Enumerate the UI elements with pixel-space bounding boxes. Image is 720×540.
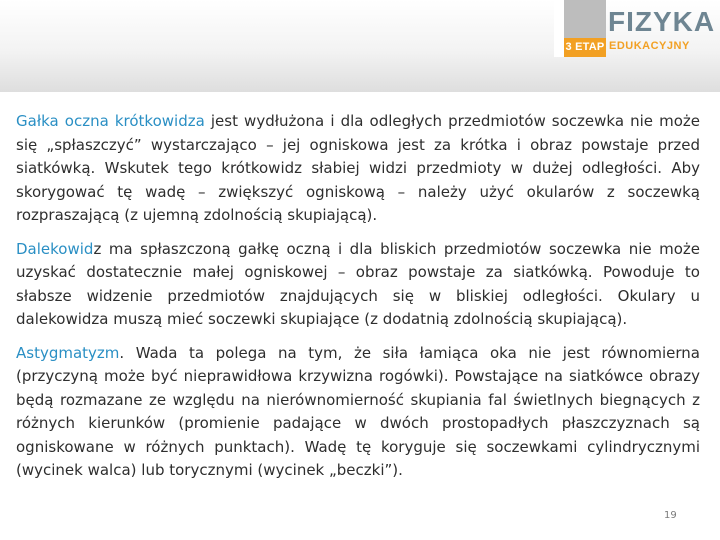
logo-subtitle: EDUKACYJNY: [609, 40, 690, 52]
paragraph-astigmatism: [16, 342, 700, 483]
paragraph-text: z ma spłaszczoną gałkę oczną i dla bliskich przedmiotów soczewka nie może uzyskać dostatecznie małej ogniskowej – obraz powstaje za siatkówką. Powoduje to słabsze widzenie przedmiotów znajdujących się w bliskiej odległości. Okulary u dalekowidza muszą mieć soczewki skupiające (z dodatnią zdolnością skupiającą).: [16, 239, 700, 328]
term-astigmatism: Astygmatyzm: [16, 343, 120, 362]
paragraph-text: . Wada ta polega na tym, że siła łamiąca oka nie jest równomierna (przyczyną może być nieprawidłowa krzywizna rogówki). Powstające na siatkówce obrazy będą rozmazane ze względu na nierównomierność skupiania fal świetlnych biegnących z różnych kierunków (promienie padające w dwóch prostopadłych płaszczyznach są ogniskowane w różnych punktach). Wadę tę koryguje się soczewkami cylindrycznymi (wycinek walca) lub torycznymi (wycinek „beczki”).: [16, 343, 700, 479]
paragraph-myopia: [16, 110, 700, 228]
logo-title: FIZYKA: [608, 6, 716, 37]
logo-etap-label: 3 ETAP: [565, 41, 605, 53]
slide-body: [16, 110, 700, 483]
term-hyperopia: Dalekowid: [16, 239, 94, 258]
term-myopia: Gałka oczna krótkowidza: [16, 112, 205, 130]
logo-grey-block: [564, 0, 606, 38]
paragraph-hyperopia: [16, 238, 700, 332]
logo-white-bar: [554, 0, 564, 57]
paragraph-text: jest wydłużona i dla odległych przedmiotów soczewka nie może się „spłaszczyć” wystarczająco – jej ogniskowa jest za krótka i obraz powstaje przed siatkówką. Wskutek tego krótkowidz słabiej widzi przedmioty w dużej odległości. Aby skorygować tę wadę – zwiększyć ogniskową – należy użyć okularów z soczewką rozpraszającą (z ujemną zdolnością skupiającą).: [16, 112, 700, 224]
fizyka-logo: [554, 0, 720, 60]
page-number: 19: [664, 510, 677, 521]
